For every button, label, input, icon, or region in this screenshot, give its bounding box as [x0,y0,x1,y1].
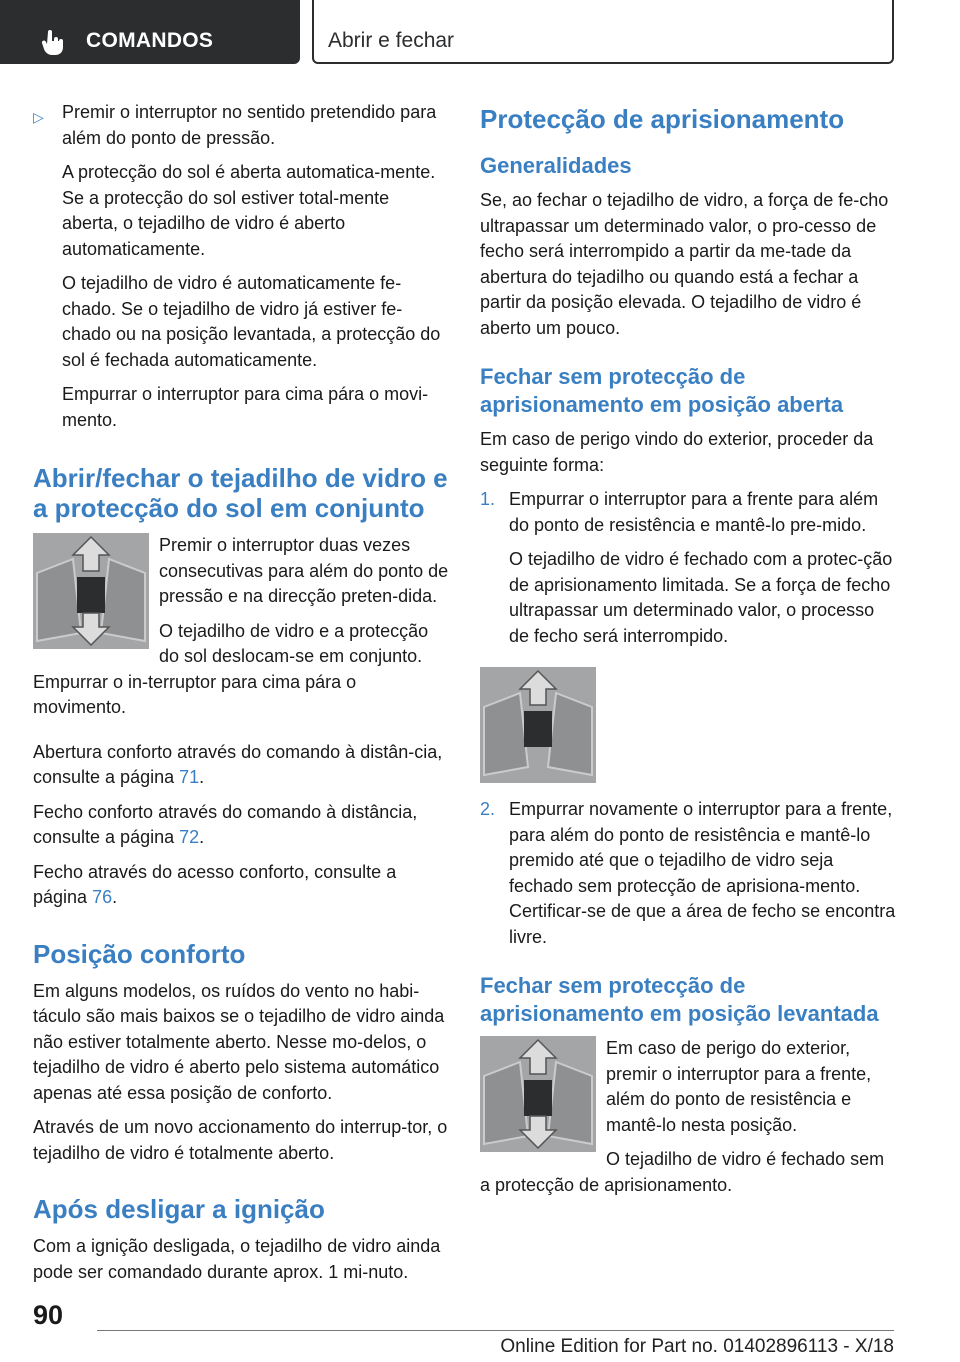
switch-illustration [480,1036,596,1152]
footer-divider [97,1330,894,1331]
paragraph: O tejadilho de vidro e a protecção do sol deslocam-se em conjunto. Empurrar o in-terruptor para cima pára o movimento. [33,620,429,717]
paragraph: O tejadilho de vidro é fechado com a protec-ção de aprisionamento limitada. Se a força de fecho ultrapassar um determinado valor, o processo de fecho será interrompido. [509,549,893,646]
page-number: 90 [33,1300,64,1330]
paragraph: Empurrar novamente o interruptor para a frente, para além do ponto de resistência e mantê-lo premido até que o tejadilho de vidro seja fechado sem protecção de aprisiona-mento. Certificar-se de que a área de fecho se encontra livre. [509,799,896,947]
page-header [0,0,960,68]
switch-figure [480,667,596,783]
paragraph: Se, ao fechar o tejadilho de vidro, a força de fe-cho ultrapassar um determinado valor, o pro-cesso de fecho será interrompido a partir da me-tade da abertura do tejadilho ou quando está a fechar a partir da posição elevada. O tejadilho de vidro é aberto um pouco. [480,190,889,338]
paragraph: A protecção do sol é aberta automatica-mente. Se a protecção do sol estiver total-mente aberta, o tejadilho de vidro é aberto automaticamente. [62,162,436,259]
pointing-hand-icon [40,30,66,56]
step-item [480,487,898,649]
step-number: 1. [480,489,496,509]
paragraph: Empurrar o interruptor para a frente para além do ponto de resistência e mantê-lo pre-mido. [509,489,879,535]
paragraph: O tejadilho de vidro é fechado sem a protecção de aprisionamento. [480,1149,885,1195]
subsection-heading: Generalidades [480,153,632,178]
cross-reference: Abertura conforto através do comando à distân-cia, consulte a página 71. [33,741,443,787]
paragraph: Em caso de perigo do exterior, premir o interruptor para a frente, além do ponto de resistência e mantê-lo nesta posição. [606,1038,872,1135]
ref-text: Abertura conforto através do comando à distân-cia, consulte a página [33,741,443,787]
cross-reference: Fecho conforto através do comando à distância, consulte a página 72. [33,801,418,847]
switch-figure [33,533,149,649]
subsection-heading: Fechar sem protecção de aprisionamento em posição levantada [480,973,879,1026]
cross-reference: Fecho através do acesso conforto, consulte a página 76. [33,861,397,907]
page-link[interactable]: 76 [92,887,113,907]
switch-illustration [480,667,596,783]
section-heading: Posição conforto [33,938,246,969]
paragraph: Em caso de perigo vindo do exterior, proceder da seguinte forma: [480,429,874,475]
figure-block [33,533,449,721]
chapter-tab [312,0,894,64]
paragraph: Premir o interruptor no sentido pretendido para além do ponto de pressão. [62,102,437,148]
section-tab [0,0,300,64]
ref-text: Fecho conforto através do comando à distância, consulte a página [33,801,418,847]
paragraph: O tejadilho de vidro é automaticamente fe-chado. Se o tejadilho de vidro já estiver fe-chado ou na posição levantada, a protecção do sol é fechada automaticamente. [62,273,441,370]
left-column [33,100,449,1294]
step-item [480,797,898,950]
ref-text: Fecho através do acesso conforto, consulte a página [33,861,397,907]
triangle-bullet-icon: ▷ [33,109,44,125]
chapter-title: Abrir e fechar [328,29,455,52]
page-link[interactable]: 72 [179,827,200,847]
switch-figure [480,1036,596,1152]
step-number: 2. [480,799,496,819]
paragraph: Em alguns modelos, os ruídos do vento no habi-táculo são mais baixos se o tejadilho de vidro ainda não estiver totalmente aberto. Nesse mo-delos, o tejadilho de vidro é aberto pelo sistema automático apenas até essa posição de conforto. [33,980,445,1103]
section-title: COMANDOS [86,29,214,52]
section-heading: Abrir/fechar o tejadilho de vidro e a protecção do sol em conjunto [33,463,448,523]
section-heading: Após desligar a ignição [33,1194,325,1224]
right-column [480,100,898,1207]
subsection-heading: Fechar sem protecção de aprisionamento em posição aberta [480,364,844,417]
paragraph: Através de um novo accionamento do interrup-tor, o tejadilho de vidro é totalmente aberto. [33,1117,448,1163]
figure-block [480,1036,898,1198]
paragraph: Premir o interruptor duas vezes consecutivas para além do ponto de pressão e na direcção preten-dida. [159,535,449,606]
page-link[interactable]: 71 [179,767,200,787]
footer-text: Online Edition for Part no. 01402896113 - X/18 [500,1336,894,1357]
switch-illustration [33,533,149,649]
paragraph: Com a ignição desligada, o tejadilho de vidro ainda pode ser comandado durante aprox. 1 mi-nuto. [33,1236,441,1282]
paragraph: Empurrar o interruptor para cima pára o movi-mento. [62,384,429,430]
bullet-item [33,100,449,433]
section-heading: Protecção de aprisionamento [480,104,845,134]
